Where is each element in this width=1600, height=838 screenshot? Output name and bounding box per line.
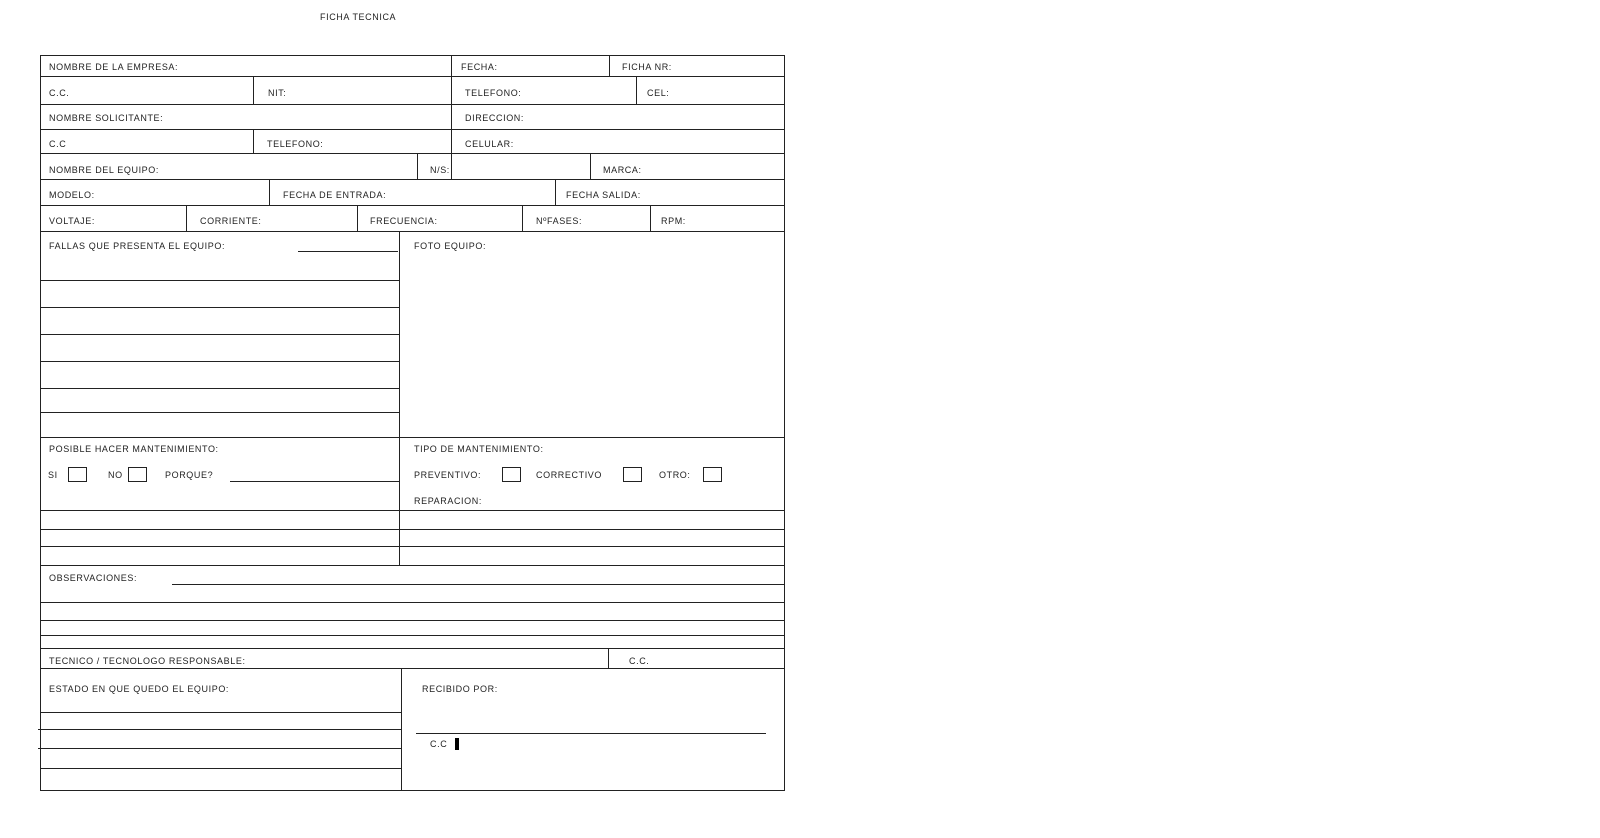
fallas-line — [40, 307, 399, 308]
label-ficha-nr: FICHA NR: — [622, 62, 672, 72]
fallas-line — [40, 412, 399, 413]
signature-line — [416, 733, 766, 734]
divider — [40, 668, 785, 669]
fallas-line — [40, 388, 399, 389]
label-solicitante: NOMBRE SOLICITANTE: — [49, 113, 164, 123]
divider — [40, 179, 785, 180]
label-telefono-solicitante: TELEFONO: — [267, 139, 324, 149]
divider — [417, 153, 418, 179]
label-responsable: TECNICO / TECNOLOGO RESPONSABLE: — [49, 656, 246, 666]
porque-fill-line — [230, 481, 399, 482]
document-title: FICHA TECNICA — [320, 12, 397, 22]
label-nit: NIT: — [268, 88, 287, 98]
observaciones-line — [40, 635, 785, 636]
label-foto-equipo: FOTO EQUIPO: — [414, 241, 487, 251]
divider — [40, 76, 785, 77]
checkbox-no[interactable] — [128, 467, 147, 482]
divider — [40, 153, 785, 154]
divider — [40, 648, 785, 649]
observaciones-fill-line — [172, 584, 785, 585]
divider — [555, 179, 556, 205]
divider — [40, 231, 785, 232]
divider — [269, 179, 270, 205]
estado-line — [38, 748, 401, 749]
observaciones-line — [40, 602, 785, 603]
checkbox-correctivo[interactable] — [623, 467, 642, 482]
label-nfases: NºFASES: — [536, 216, 583, 226]
label-marca: MARCA: — [603, 165, 642, 175]
label-tipo-mantenimiento: TIPO DE MANTENIMIENTO: — [414, 444, 544, 454]
divider — [40, 205, 785, 206]
label-direccion: DIRECCION: — [465, 113, 525, 123]
divider — [253, 76, 254, 104]
label-estado-equipo: ESTADO EN QUE QUEDO EL EQUIPO: — [49, 684, 230, 694]
label-preventivo: PREVENTIVO: — [414, 470, 482, 480]
checkbox-preventivo[interactable] — [502, 467, 521, 482]
label-posible-mantenimiento: POSIBLE HACER MANTENIMIENTO: — [49, 444, 219, 454]
label-cc-responsable: C.C. — [629, 656, 650, 666]
divider — [40, 104, 785, 105]
label-frecuencia: FRECUENCIA: — [370, 216, 438, 226]
divider — [522, 205, 523, 231]
divider — [40, 510, 785, 511]
divider — [608, 648, 609, 668]
label-correctivo: CORRECTIVO — [536, 470, 603, 480]
label-reparacion: REPARACION: — [414, 496, 482, 506]
estado-line — [40, 768, 401, 769]
divider — [590, 153, 591, 179]
estado-line — [38, 729, 401, 730]
divider — [40, 529, 785, 530]
label-fecha-entrada: FECHA DE ENTRADA: — [283, 190, 387, 200]
divider — [399, 231, 400, 565]
divider — [40, 546, 785, 547]
label-fecha-salida: FECHA SALIDA: — [566, 190, 641, 200]
label-telefono: TELEFONO: — [465, 88, 522, 98]
divider — [186, 205, 187, 231]
estado-line — [40, 712, 401, 713]
label-nombre-equipo: NOMBRE DEL EQUIPO: — [49, 165, 159, 175]
divider — [650, 205, 651, 231]
label-cel: CEL: — [647, 88, 670, 98]
label-fecha: FECHA: — [461, 62, 498, 72]
label-rpm: RPM: — [661, 216, 686, 226]
label-no: NO — [108, 470, 123, 480]
label-cc-recibido: C.C — [430, 739, 448, 749]
fallas-line — [40, 361, 399, 362]
label-fallas: FALLAS QUE PRESENTA EL EQUIPO: — [49, 241, 226, 251]
label-observaciones: OBSERVACIONES: — [49, 573, 138, 583]
text-cursor — [455, 738, 459, 750]
label-cc: C.C. — [49, 88, 70, 98]
label-cc-solicitante: C.C — [49, 139, 67, 149]
label-otro: OTRO: — [659, 470, 691, 480]
label-si: SI — [48, 470, 58, 480]
label-porque: PORQUE? — [165, 470, 214, 480]
divider — [40, 129, 785, 130]
label-modelo: MODELO: — [49, 190, 95, 200]
fallas-fill-line — [298, 251, 398, 252]
divider — [451, 55, 452, 179]
label-voltaje: VOLTAJE: — [49, 216, 95, 226]
divider — [609, 55, 610, 77]
label-empresa: NOMBRE DE LA EMPRESA: — [49, 62, 179, 72]
divider — [357, 205, 358, 231]
label-recibido-por: RECIBIDO POR: — [422, 684, 498, 694]
checkbox-si[interactable] — [68, 467, 87, 482]
fallas-line — [40, 334, 399, 335]
label-corriente: CORRIENTE: — [200, 216, 262, 226]
checkbox-otro[interactable] — [703, 467, 722, 482]
label-ns: N/S: — [430, 165, 450, 175]
label-celular: CELULAR: — [465, 139, 514, 149]
divider — [636, 76, 637, 104]
divider — [401, 668, 402, 791]
fallas-line — [40, 280, 399, 281]
divider — [40, 565, 785, 566]
divider — [40, 437, 785, 438]
observaciones-line — [40, 620, 785, 621]
divider — [253, 129, 254, 153]
